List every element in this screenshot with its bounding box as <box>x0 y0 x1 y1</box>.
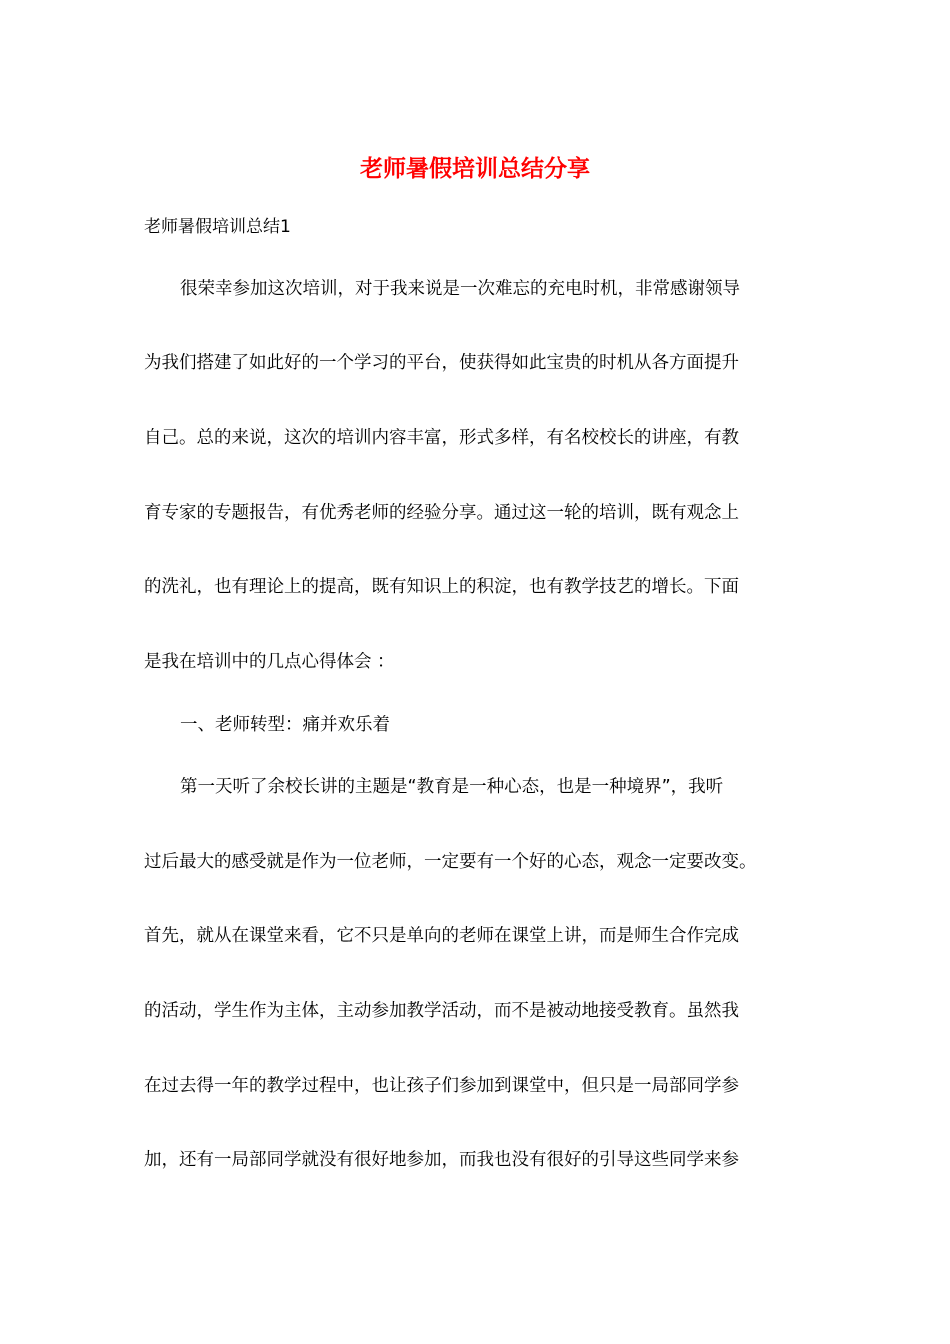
paragraph-line: 加，还有一局部同学就没有很好地参加，而我也没有很好的引导这些同学来参 <box>144 1150 739 1170</box>
paragraph-line: 为我们搭建了如此好的一个学习的平台，使获得如此宝贵的时机从各方面提升 <box>144 353 739 373</box>
paragraph-line: 的洗礼，也有理论上的提高，既有知识上的积淀，也有教学技艺的增长。下面 <box>144 577 739 597</box>
paragraph-line: 很荣幸参加这次培训，对于我来说是一次难忘的充电时机，非常感谢领导 <box>180 279 740 299</box>
paragraph-line: 首先，就从在课堂来看，它不只是单向的老师在课堂上讲，而是师生合作完成 <box>144 926 739 946</box>
paragraph-line: 在过去得一年的教学过程中，也让孩子们参加到课堂中，但只是一局部同学参 <box>144 1076 739 1096</box>
document-title: 老师暑假培训总结分享 <box>360 155 590 182</box>
section-subtitle: 老师暑假培训总结1 <box>144 217 291 237</box>
paragraph-line: 育专家的专题报告，有优秀老师的经验分享。通过这一轮的培训，既有观念上 <box>144 503 739 523</box>
paragraph-line: 自己。总的来说，这次的培训内容丰富，形式多样，有名校校长的讲座，有教 <box>144 428 739 448</box>
paragraph-line: 是我在培训中的几点心得体会 ： <box>144 652 395 672</box>
paragraph-line: 的活动，学生作为主体，主动参加教学活动，而不是被动地接受教育。虽然我 <box>144 1001 739 1021</box>
paragraph-line: 第一天听了余校长讲的主题是“教育是一种心态，也是一种境界”，我听 <box>180 777 724 797</box>
section-heading: 一、老师转型：痛并欢乐着 <box>180 715 390 735</box>
paragraph-line: 过后最大的感受就是作为一位老师，一定要有一个好的心态，观念一定要改变。 <box>144 852 757 872</box>
